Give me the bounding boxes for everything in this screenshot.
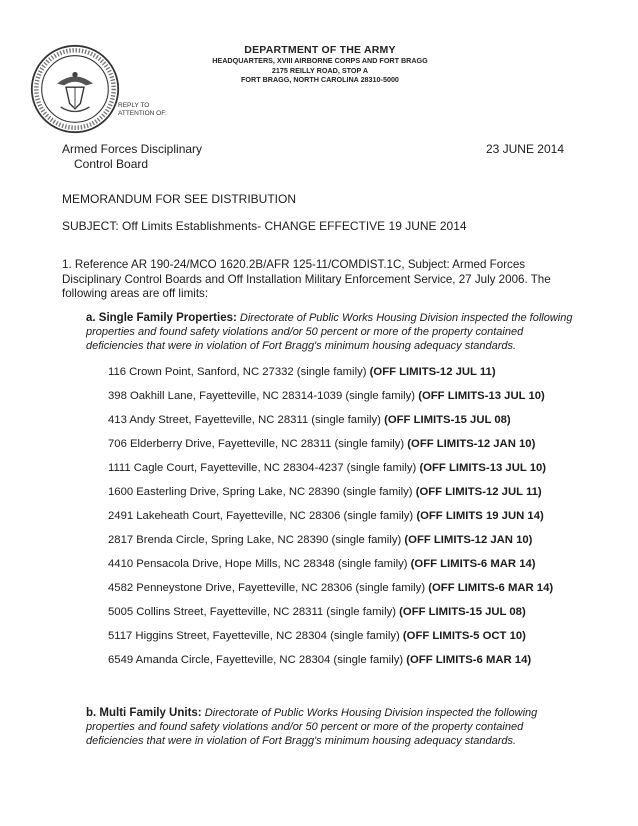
- off-limits-status: (OFF LIMITS-13 JUL 10): [419, 462, 547, 474]
- off-limits-status: (OFF LIMITS-13 JUL 10): [418, 390, 545, 402]
- reference-paragraph: 1. Reference AR 190-24/MCO 1620.2B/AFR 125-11/COMDIST.1C, Subject: Armed Forces Disciplinary Control Boards and Off Installation Military Enforcement Service, 27 July 2006. The following areas are off limits:: [62, 258, 551, 300]
- letterhead: [160, 44, 480, 85]
- memorandum-for: MEMORANDUM FOR SEE DISTRIBUTION: [62, 192, 297, 206]
- off-limits-status: (OFF LIMITS-12 JAN 10): [407, 438, 536, 450]
- list-item: [108, 576, 578, 600]
- property-address: 706 Elderberry Drive, Fayetteville, NC 28311 (single family): [108, 438, 405, 450]
- office-symbol-line1: Armed Forces Disciplinary: [62, 142, 203, 156]
- property-address: 2817 Brenda Circle, Spring Lake, NC 28390 (single family): [108, 534, 402, 546]
- section-b: [62, 706, 582, 749]
- list-item: [108, 648, 578, 672]
- off-limits-status: (OFF LIMITS 19 JUN 14): [416, 510, 544, 522]
- list-item: [108, 360, 578, 384]
- section-b-text: Directorate of Public Works Housing Division inspected the following properties and found safety violations and/or 50 percent or more of the property contained deficiencies that were in violation of Fort Bragg's minimum housing adequacy standards.: [86, 707, 538, 748]
- list-item: [108, 504, 578, 528]
- section-a-label: a. Single Family Properties:: [86, 312, 237, 324]
- reply-to-block: [118, 102, 167, 118]
- property-address: 413 Andy Street, Fayetteville, NC 28311 (single family): [108, 414, 381, 426]
- list-item: [108, 456, 578, 480]
- off-limits-status: (OFF LIMITS-6 MAR 14): [410, 558, 536, 570]
- street-address-line: 2175 REILLY ROAD, STOP A: [271, 65, 369, 75]
- city-state-zip-line: FORT BRAGG, NORTH CAROLINA 28310-5000: [241, 75, 399, 84]
- list-item: [108, 480, 578, 504]
- section-a: [62, 311, 582, 354]
- list-item: [108, 408, 578, 432]
- office-symbol: [62, 142, 202, 172]
- headquarters-line: HEADQUARTERS, XVIII AIRBORNE CORPS AND FORT BRAGG: [212, 56, 428, 65]
- list-item: [108, 528, 578, 552]
- list-item: [108, 624, 578, 648]
- list-item: [108, 384, 578, 408]
- off-limits-status: (OFF LIMITS-5 OCT 10): [402, 630, 526, 642]
- property-address: 5117 Higgins Street, Fayetteville, NC 28304 (single family): [108, 630, 400, 642]
- property-address: 1111 Cagle Court, Fayetteville, NC 28304-4237 (single family): [108, 462, 417, 474]
- property-address: 4410 Pensacola Drive, Hope Mills, NC 28348 (single family): [108, 558, 408, 570]
- off-limits-status: (OFF LIMITS-12 JUL 11): [369, 366, 496, 378]
- section-a-text: Directorate of Public Works Housing Division inspected the following properties and found safety violations and/or 50 percent or more of the property contained deficiencies that were in violation of Fort Bragg's minimum housing adequacy standards.: [86, 312, 573, 353]
- off-limits-status: (OFF LIMITS-15 JUL 08): [399, 606, 526, 618]
- off-limits-status: (OFF LIMITS-6 MAR 14): [428, 582, 554, 594]
- property-address: 4582 Penneystone Drive, Fayetteville, NC 28306 (single family): [108, 582, 426, 594]
- attention-of-label: ATTENTION OF:: [118, 110, 167, 117]
- reply-to-label: REPLY TO: [118, 102, 150, 109]
- army-seal-icon: [30, 44, 120, 134]
- subject-line: SUBJECT: Off Limits Establishments- CHANGE EFFECTIVE 19 JUNE 2014: [62, 219, 467, 233]
- property-address: 1600 Easterling Drive, Spring Lake, NC 28390 (single family): [108, 486, 413, 498]
- list-item: [108, 552, 578, 576]
- property-address: 398 Oakhill Lane, Fayetteville, NC 28314-1039 (single family): [108, 390, 416, 402]
- property-list: [108, 360, 578, 672]
- off-limits-status: (OFF LIMITS-12 JAN 10): [404, 534, 533, 546]
- section-b-label: b. Multi Family Units:: [86, 707, 202, 719]
- off-limits-status: (OFF LIMITS-6 MAR 14): [406, 654, 532, 666]
- list-item: [108, 432, 578, 456]
- off-limits-status: (OFF LIMITS-12 JUL 11): [415, 486, 542, 498]
- property-address: 2491 Lakeheath Court, Fayetteville, NC 28306 (single family): [108, 510, 414, 522]
- property-address: 6549 Amanda Circle, Fayetteville, NC 28304 (single family): [108, 654, 404, 666]
- property-address: 5005 Collins Street, Fayetteville, NC 28311 (single family): [108, 606, 396, 618]
- off-limits-status: (OFF LIMITS-15 JUL 08): [384, 414, 511, 426]
- office-symbol-line2: Control Board: [74, 157, 149, 171]
- department-name: DEPARTMENT OF THE ARMY: [244, 44, 396, 56]
- list-item: [108, 600, 578, 624]
- property-address: 116 Crown Point, Sanford, NC 27332 (single family): [108, 366, 367, 378]
- memo-date: 23 JUNE 2014: [485, 142, 564, 156]
